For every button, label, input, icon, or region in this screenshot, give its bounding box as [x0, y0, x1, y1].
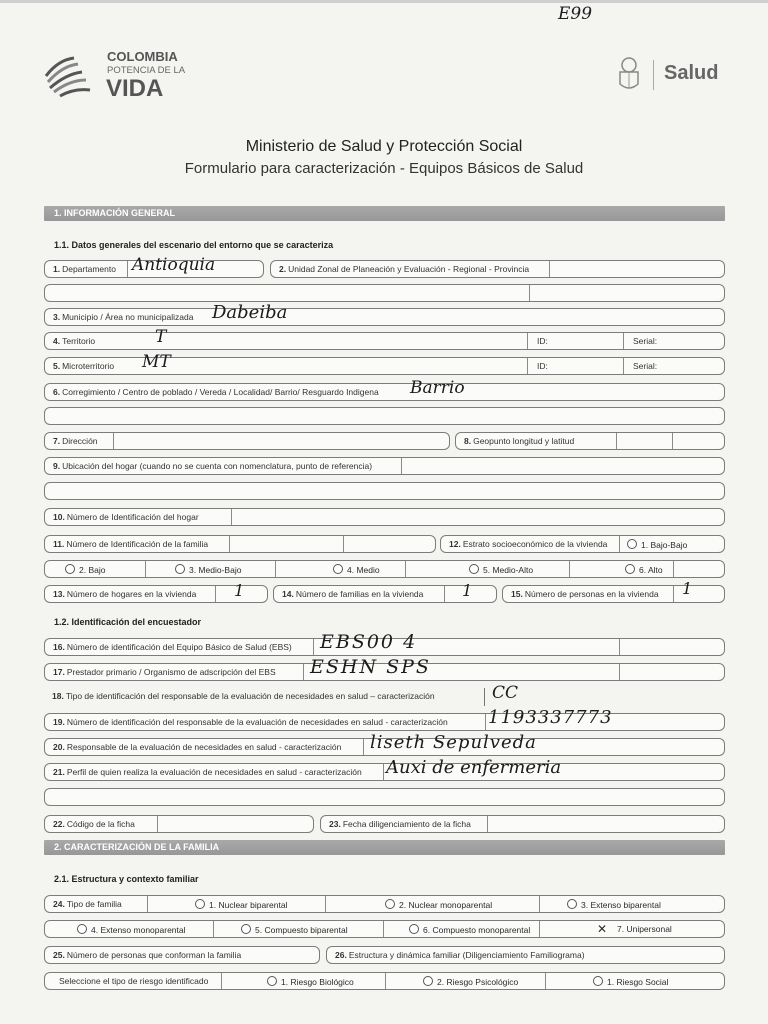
radio-icon: ✕	[597, 922, 608, 936]
num-familias-value: 1	[462, 581, 473, 600]
field-corregimiento[interactable]: 6. Corregimiento / Centro de poblado / Vereda / Localidad/ Barrio/ Resguardo Indigena	[44, 383, 725, 401]
field-estrato[interactable]: 12. Estrato socioeconómico de la vivienda 1. Bajo-Bajo	[440, 535, 725, 553]
field-num-id-responsable[interactable]: 19. Número de identificación del responsable de la evaluación de necesidades en salud - caracterización	[44, 713, 725, 731]
municipio-value: Dabeiba	[212, 302, 288, 323]
field-tipo-id[interactable]: 18. Tipo de identificación del responsable de la evaluación de necesidades en salud – caracterización	[44, 688, 725, 706]
radio-icon	[77, 924, 87, 934]
familia-option-6[interactable]: 6. Compuesto monoparental	[409, 924, 530, 935]
salud-text: Salud	[664, 62, 719, 84]
perfil-value: Auxi de enfermeria	[386, 757, 562, 778]
riesgo-option-1[interactable]: 1. Riesgo Biológico	[267, 976, 354, 987]
field-fecha-ficha[interactable]: 23. Fecha diligenciamiento de la ficha	[320, 815, 725, 833]
logo-line1: COLOMBIA	[107, 49, 178, 64]
radio-icon	[241, 924, 251, 934]
radio-icon	[333, 564, 343, 574]
corregimiento-value: Barrio	[410, 378, 465, 398]
page-title: Ministerio de Salud y Protección Social	[245, 138, 523, 155]
field-estructura-dinamica[interactable]: 26. Estructura y dinámica familiar (Diligenciamiento Familiograma)	[326, 946, 725, 964]
field-id-hogar[interactable]: 10. Número de Identificación del hogar	[44, 508, 725, 526]
field-departamento[interactable]: 1. Departamento	[44, 260, 264, 278]
field-territorio[interactable]: 4. Territorio ID: Serial:	[44, 332, 725, 350]
familia-option-2[interactable]: 2. Nuclear monoparental	[385, 899, 492, 910]
radio-icon	[567, 899, 577, 909]
field-tipo-familia-row2[interactable]	[44, 920, 725, 938]
field-estratos-row[interactable]	[44, 560, 725, 578]
flag-stripes-icon	[40, 46, 102, 104]
field-tipo-riesgo[interactable]: Seleccione el tipo de riesgo identificado 1. Riesgo Biológico 2. Riesgo Psicológico 1. Riesgo Social	[44, 972, 725, 990]
radio-icon	[385, 899, 395, 909]
top-border	[0, 0, 768, 3]
field-id-familia[interactable]: 11. Número de Identificación de la familia	[44, 535, 436, 553]
section2-sub1: 2.1. Estructura y contexto familiar	[54, 874, 199, 884]
riesgo-option-2[interactable]: 2. Riesgo Psicológico	[423, 976, 518, 987]
field-blank-row21[interactable]	[44, 788, 725, 806]
estrato-option-1[interactable]: 1. Bajo-Bajo	[627, 539, 687, 550]
field-microterritorio[interactable]: 5. Microterritorio ID: Serial:	[44, 357, 725, 375]
estrato-option-2[interactable]: 2. Bajo	[65, 564, 105, 575]
radio-icon	[195, 899, 205, 909]
radio-icon	[625, 564, 635, 574]
riesgo-option-3[interactable]: 1. Riesgo Social	[593, 976, 668, 987]
radio-icon	[627, 539, 637, 549]
estrato-option-6[interactable]: 6. Alto	[625, 564, 663, 575]
departamento-value: Antioquia	[132, 255, 216, 275]
field-num-personas-familia[interactable]: 25. Número de personas que conforman la familia	[44, 946, 320, 964]
ebs-id-value: EBS00 4	[320, 631, 418, 653]
estrato-option-3[interactable]: 3. Medio-Bajo	[175, 564, 241, 575]
radio-icon	[593, 976, 603, 986]
field-blank-row1[interactable]	[44, 284, 725, 302]
num-hogares-value: 1	[234, 581, 245, 600]
radio-icon	[267, 976, 277, 986]
logo-line2: POTENCIA DE LA	[107, 65, 186, 76]
familia-option-7[interactable]: ✕ 7. Unipersonal	[597, 922, 672, 936]
responsable-value: liseth Sepulveda	[370, 732, 537, 753]
estrato-option-5[interactable]: 5. Medio-Alto	[469, 564, 533, 575]
microterritorio-value: MT	[142, 352, 171, 372]
field-codigo-ficha[interactable]: 22. Código de la ficha	[44, 815, 314, 833]
familia-option-1[interactable]: 1. Nuclear biparental	[195, 899, 287, 910]
field-prestador[interactable]: 17. Prestador primario / Organismo de adscripción del EBS	[44, 663, 725, 681]
radio-icon	[423, 976, 433, 986]
field-geopunto[interactable]: 8. Geopunto longitud y latitud	[455, 432, 725, 450]
field-ebs-id[interactable]: 16. Número de identificación del Equipo Básico de Salud (EBS)	[44, 638, 725, 656]
section1-sub1: 1.1. Datos generales del escenario del entorno que se caracteriza	[54, 240, 334, 250]
field-num-hogares[interactable]: 13. Número de hogares en la vivienda	[44, 585, 268, 603]
tipo-id-value: CC	[492, 683, 519, 703]
radio-icon	[65, 564, 75, 574]
page-subtitle: Formulario para caracterización - Equipos Básicos de Salud	[184, 160, 584, 177]
field-num-personas[interactable]: 15. Número de personas en la vivienda	[502, 585, 725, 603]
field-responsable[interactable]: 20. Responsable de la evaluación de necesidades en salud - caracterización	[44, 738, 725, 756]
field-tipo-familia[interactable]: 24. Tipo de familia 1. Nuclear biparental 2. Nuclear monoparental 3. Extenso biparental	[44, 895, 725, 913]
familia-option-4[interactable]: 4. Extenso monoparental	[77, 924, 186, 935]
field-direccion[interactable]: 7. Dirección	[44, 432, 450, 450]
field-ubicacion-hogar[interactable]: 9. Ubicación del hogar (cuando no se cuenta con nomenclatura, punto de referencia)	[44, 457, 725, 475]
prestador-value: ESHN SPS	[310, 656, 431, 678]
radio-icon	[409, 924, 419, 934]
field-perfil[interactable]: 21. Perfil de quien realiza la evaluación de necesidades en salud - caracterización	[44, 763, 725, 781]
section1-sub2: 1.2. Identificación del encuestador	[54, 617, 202, 627]
field-num-familias[interactable]: 14. Número de familias en la vivienda	[273, 585, 497, 603]
num-id-responsable-value: 1193337773	[488, 707, 613, 728]
logo-line3: VIDA	[106, 75, 164, 102]
salud-sep	[653, 60, 654, 90]
familia-option-3[interactable]: 3. Extenso biparental	[567, 899, 661, 910]
num-personas-value: 1	[682, 579, 693, 598]
radio-icon	[175, 564, 185, 574]
field-unidad-zonal[interactable]: 2. Unidad Zonal de Planeación y Evaluación - Regional - Provincia	[270, 260, 725, 278]
section1-header: 1. INFORMACIÓN GENERAL	[44, 206, 725, 221]
colombia-logo	[40, 46, 190, 104]
territorio-value: T	[155, 327, 167, 347]
page-mark: E99	[558, 4, 593, 24]
familia-option-5[interactable]: 5. Compuesto biparental	[241, 924, 348, 935]
coat-of-arms-icon	[612, 54, 646, 94]
salud-logo	[612, 54, 732, 96]
estrato-option-4[interactable]: 4. Medio	[333, 564, 380, 575]
field-municipio[interactable]: 3. Municipio / Área no municipalizada	[44, 308, 725, 326]
radio-icon	[469, 564, 479, 574]
field-blank-row9[interactable]	[44, 482, 725, 500]
section2-header: 2. CARACTERIZACIÓN DE LA FAMILIA	[44, 840, 725, 855]
field-blank-row6[interactable]	[44, 407, 725, 425]
